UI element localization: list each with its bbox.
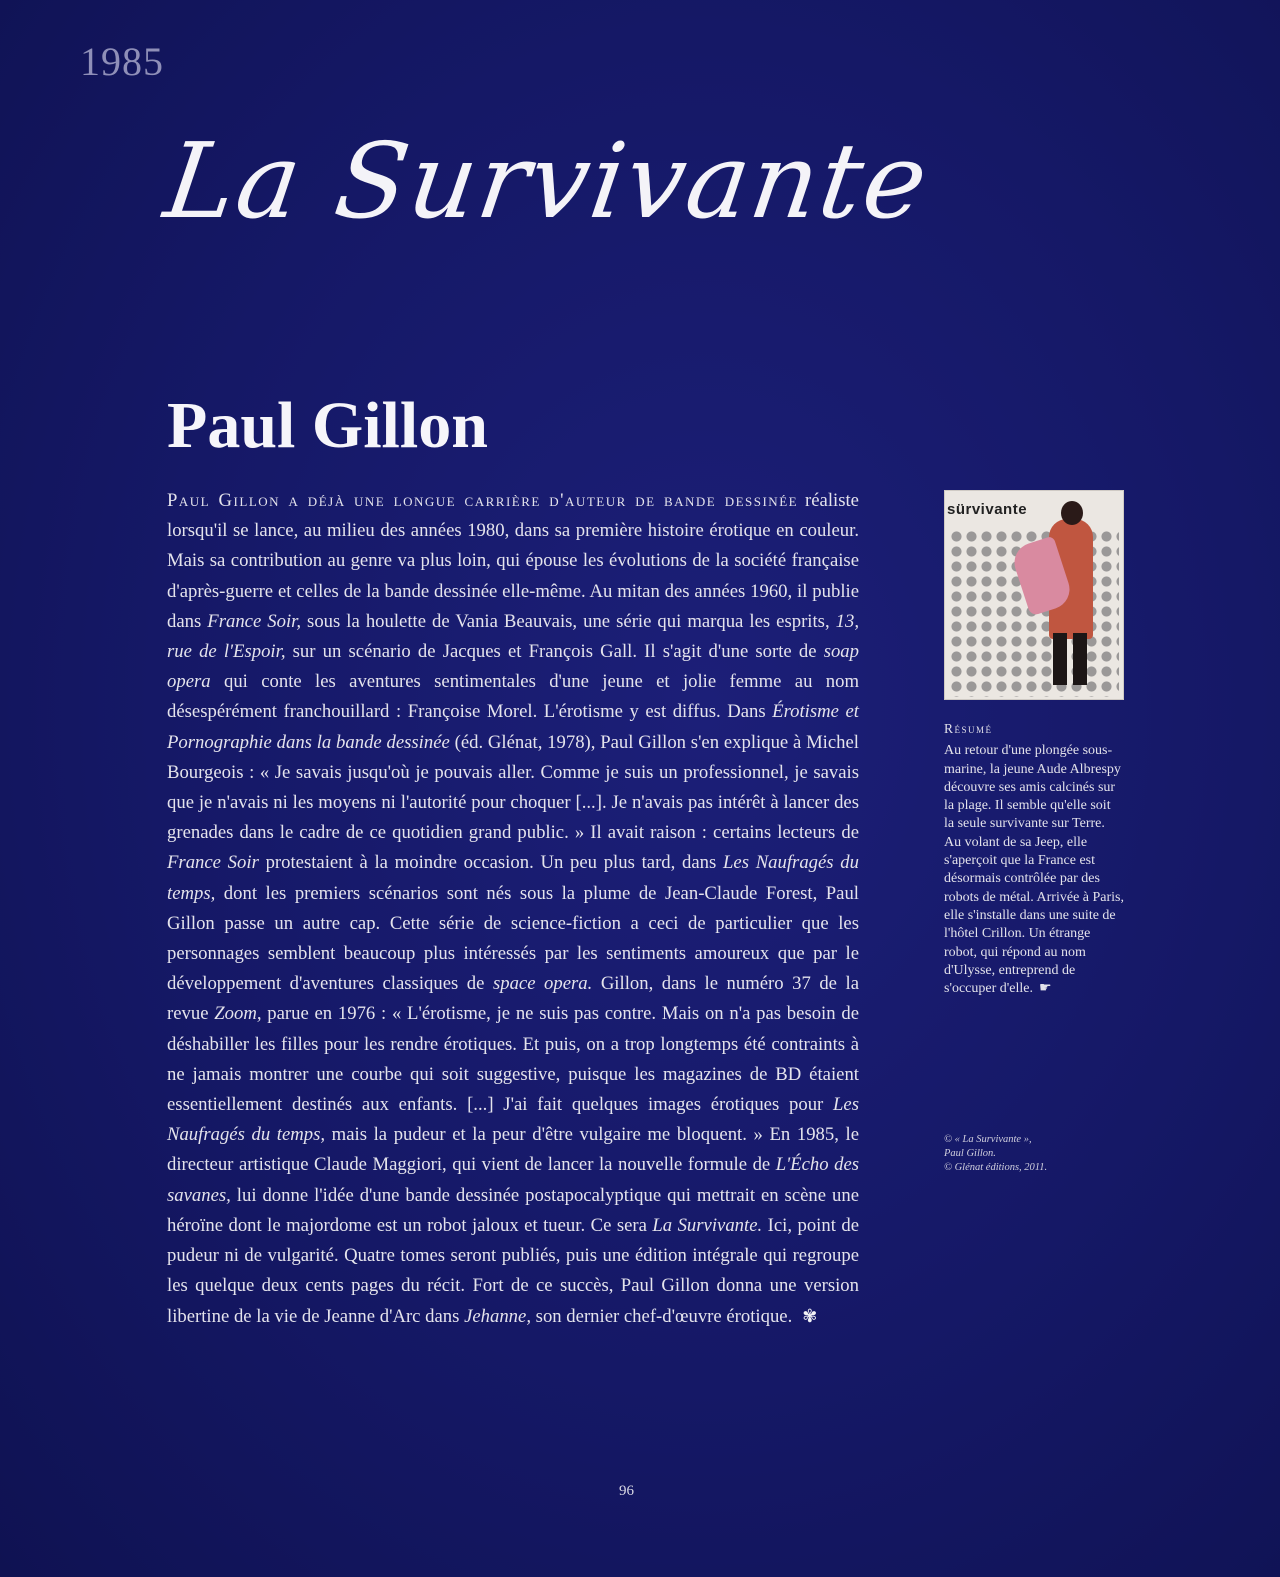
title-reference: La Survivante.	[652, 1214, 763, 1236]
title-reference: L'Écho des savanes,	[167, 1154, 860, 1206]
body-text-segment: (éd. Glénat, 1978), Paul Gillon s'en explique à Michel Bourgeois : « Je savais jusqu'où je pouvais aller. Comme je suis un professionnel, je savais que je n'avais ni les moyens ni l'autorité pour choquer [...]. Je n'avais pas intérêt à lancer des grenades dans le cadre de ce quotidien grand public. » Il avait raison : certains lecteurs de	[167, 731, 859, 844]
summary-text: Au retour d'une plongée sous-marine, la jeune Aude Albrespy découvre ses amis calcinés sur la plage. Il semble qu'elle soit la seule survivante sur Terre. Au volant de sa Jeep, elle s'aperçoit que la France est désormais contrôlée par des robots de métal. Arrivée à Paris, elle s'installe dans une suite de l'hôtel Crillon. Un étrange robot, qui répond au nom d'Ulysse, entreprend de s'occuper d'elle.	[944, 743, 1125, 997]
cover-title: sürvivante	[947, 501, 1028, 518]
body-text-segment: qui conte les aventures sentimentales d'une jeune et jolie femme au nom désespérément franchouillard : Françoise Morel. L'érotisme y est diffus. Dans	[167, 671, 859, 723]
robot-leg	[1073, 633, 1087, 685]
page-title: La Survivante	[158, 120, 937, 242]
body-text-segment: parue en 1976 : « L'érotisme, je ne suis pas contre. Mais on n'a pas besoin de déshabiller les filles pour les rendre érotiques. Et puis, on a trop longtemps été contraints à ne jamais montrer une courbe qui soit suggestive, puisque les magazines de BD étaient essentiellement destinés aux enfants. [...] J'ai fait quelques images érotiques pour	[167, 1003, 859, 1116]
body-text-segment: dont les premiers scénarios sont nés sous la plume de Jean-Claude Forest, Paul Gillon passe un autre cap. Cette série de science-fiction a ceci de particulier que les personnages semblent beaucoup plus intéressés par les sentiments amoureux que par le développement d'aventures classiques de	[167, 882, 859, 995]
title-reference: soap opera	[167, 641, 859, 693]
body-text-segment: mais la pudeur et la peur d'être vulgaire me bloquent. » En 1985, le directeur artistique Claude Maggiori, qui vient de lancer la nouvelle formule de	[167, 1124, 860, 1176]
robot-leg	[1053, 633, 1067, 685]
title-reference: Les Naufragés du temps,	[167, 1094, 859, 1146]
chapter-year: 1985	[80, 39, 164, 84]
robot-head	[1061, 501, 1083, 525]
body-text-segment: son dernier chef-d'œuvre érotique.	[531, 1306, 793, 1328]
page-number: 96	[619, 1483, 634, 1499]
credit-line: Paul Gillon.	[944, 1148, 996, 1159]
title-reference: Érotisme et Pornographie dans la bande dessinée	[167, 701, 859, 753]
article-body	[167, 486, 859, 1333]
body-text-segment: lui donne l'idée d'une bande dessinée postapocalyptique qui mettrait en scène une héroïne dont le majordome est un robot jaloux et tueur. Ce sera	[167, 1184, 859, 1236]
credit-line: © Glénat éditions, 2011.	[944, 1162, 1048, 1173]
title-reference: Jehanne,	[464, 1306, 531, 1328]
summary-label: Résumé	[944, 721, 993, 736]
author-heading: Paul Gillon	[167, 389, 488, 462]
title-reference: space opera.	[492, 973, 593, 995]
body-text-segment: sur un scénario de Jacques et François Gall. Il s'agit d'une sorte de	[285, 641, 824, 663]
lead-small-caps: Paul Gillon a déjà une longue carrière d'auteur de bande dessinée	[167, 490, 799, 511]
body-text-segment: Gillon, dans le numéro 37 de la revue	[167, 973, 859, 1025]
title-reference: France Soir	[167, 852, 259, 874]
title-reference: France Soir,	[207, 610, 302, 632]
pointing-hand-icon: ☛	[1039, 981, 1052, 997]
body-text-segment: Ici, point de pudeur ni de vulgarité. Quatre tomes seront publiés, puis une édition intégrale qui regroupe les quelque deux cents pages du récit. Fort de ce succès, Paul Gillon donna une version libertine de la vie de Jeanne d'Arc dans	[167, 1214, 859, 1328]
body-text-segment: protestaient à la moindre occasion. Un peu plus tard, dans	[258, 852, 724, 874]
title-reference: Les Naufragés du temps,	[167, 852, 859, 904]
title-reference: Zoom,	[214, 1003, 262, 1025]
title-reference: 13, rue de l'Espoir,	[167, 610, 860, 663]
body-text-segment: sous la houlette de Vania Beauvais, une série qui marqua les esprits,	[301, 610, 836, 632]
image-credits	[944, 1133, 1124, 1175]
summary-sidebar	[944, 720, 1124, 998]
body-text-segment: réaliste lorsqu'il se lance, au milieu des années 1980, dans sa première histoire érotique en couleur. Mais sa contribution au genre va plus loin, qui épouse les évolutions de la société française d'après-guerre et celles de la bande dessinée elle-même. Au mitan des années 1960, il publie dans	[167, 490, 859, 632]
album-cover-image	[944, 490, 1124, 700]
flower-ornament-icon: ✾	[802, 1306, 818, 1327]
credit-line: © « La Survivante »,	[944, 1134, 1032, 1145]
